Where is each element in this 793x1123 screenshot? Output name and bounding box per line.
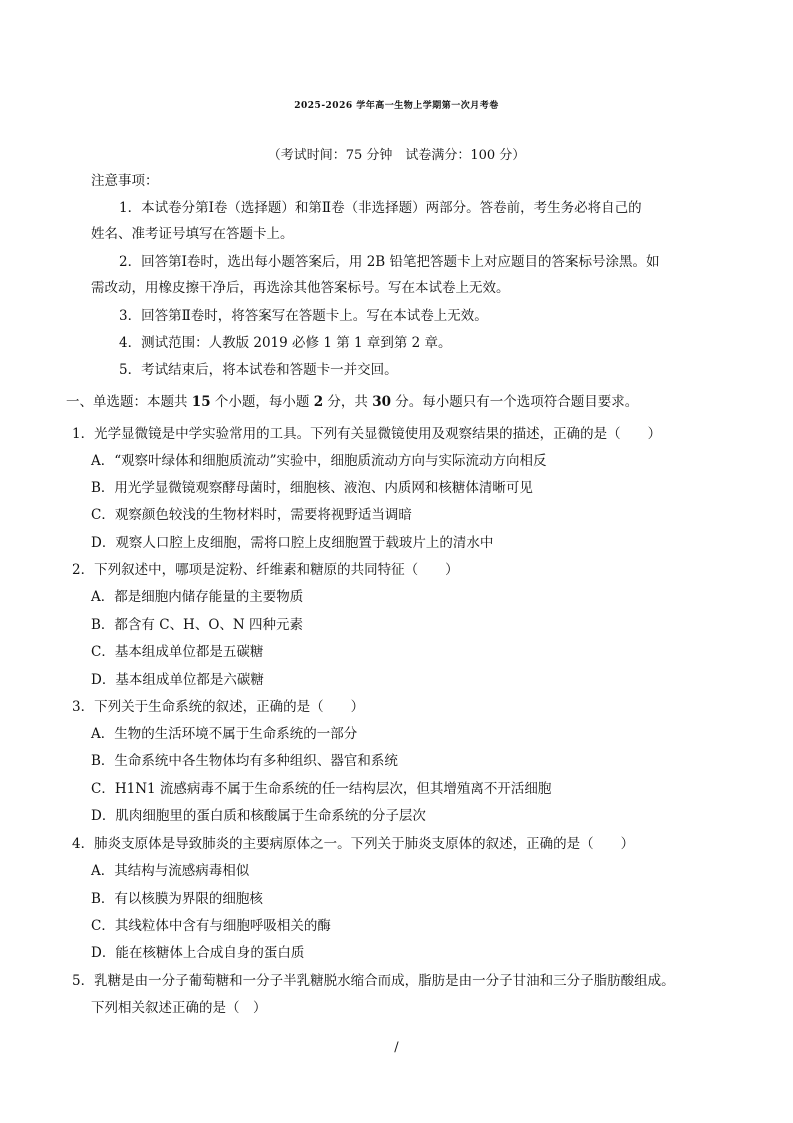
question-option: D．能在核糖体上合成自身的蛋白质 — [91, 945, 305, 961]
section-count: 15 — [191, 394, 211, 410]
exam-info: （考试时间：75 分钟 试卷满分：100 分） — [267, 148, 526, 163]
section-total: 30 — [372, 394, 391, 410]
section-suffix: 分。每小题只有一个选项符合题目要求。 — [390, 394, 639, 410]
question-stem: 1．光学显微镜是中学实验常用的工具。下列有关显微镜使用及观察结果的描述，正确的是（ ） — [72, 426, 662, 442]
section-mid2: 分，共 — [323, 394, 373, 410]
question-stem: 2．下列叙述中，哪项是淀粉、纤维素和糖原的共同特征（ ） — [72, 562, 459, 578]
question-option: C．基本组成单位都是五碳糖 — [91, 644, 264, 660]
question-stem-continued: 下列相关叙述正确的是（ ） — [91, 1000, 267, 1016]
question-option: B．有以核膜为界限的细胞核 — [91, 891, 263, 907]
question-stem: 4．肺炎支原体是导致肺炎的主要病原体之一。下列关于肺炎支原体的叙述，正确的是（ ） — [72, 836, 635, 852]
section-points: 2 — [313, 394, 324, 410]
notice-item: 3．回答第Ⅱ卷时，将答案写在答题卡上。写在本试卷上无效。 — [119, 308, 488, 324]
page-title: 2025-2026 学年高一生物上学期第一次月考卷 — [294, 101, 499, 111]
question-option: A．都是细胞内储存能量的主要物质 — [91, 589, 304, 605]
question-option: D．观察人口腔上皮细胞，需将口腔上皮细胞置于载玻片上的清水中 — [91, 535, 494, 551]
question-option: D．肌肉细胞里的蛋白质和核酸属于生命系统的分子层次 — [91, 808, 426, 824]
question-option: A．其结构与流感病毒相似 — [91, 863, 250, 879]
notice-item: 5．考试结束后，将本试卷和答题卡一并交回。 — [119, 362, 398, 378]
question-stem: 5．乳糖是由一分子葡萄糖和一分子半乳糖脱水缩合而成，脂肪是由一分子甘油和三分子脂肪酸组成。 — [72, 973, 675, 989]
question-option: B．生命系统中各生物体均有多种组织、器官和系统 — [91, 753, 398, 769]
question-option: A．生物的生活环境不属于生命系统的一部分 — [91, 726, 358, 742]
page-number: / — [394, 1040, 399, 1055]
question-option: C．其线粒体中含有与细胞呼吸相关的酶 — [91, 918, 331, 934]
notice-item: 4．测试范围：人教版 2019 必修 1 第 1 章到第 2 章。 — [119, 335, 452, 351]
section-prefix: 一、单选题：本题共 — [66, 394, 192, 410]
question-option: D．基本组成单位都是六碳糖 — [91, 672, 264, 688]
notice-heading: 注意事项： — [91, 173, 159, 189]
section-heading — [66, 393, 638, 411]
question-option: A．“观察叶绿体和细胞质流动”实验中，细胞质流动方向与实际流动方向相反 — [91, 453, 547, 469]
question-option: C．H1N1 流感病毒不属于生命系统的任一结构层次，但其增殖离不开活细胞 — [91, 781, 552, 797]
question-stem: 3．下列关于生命系统的叙述，正确的是（ ） — [72, 699, 365, 715]
question-option: B．都含有 C、H、O、N 四种元素 — [91, 617, 303, 633]
notice-item: 1．本试卷分第Ⅰ卷（选择题）和第Ⅱ卷（非选择题）两部分。答卷前，考生务必将自己的 — [119, 200, 642, 216]
notice-item: 姓名、准考证号填写在答题卡上。 — [91, 226, 294, 242]
notice-item: 2．回答第Ⅰ卷时，选出每小题答案后，用 2B 铅笔把答题卡上对应题目的答案标号涂黑。如 — [119, 254, 660, 270]
section-mid1: 个小题，每小题 — [210, 394, 314, 410]
question-option: B．用光学显微镜观察酵母菌时，细胞核、液泡、内质网和核糖体清晰可见 — [91, 480, 533, 496]
notice-item: 需改动，用橡皮擦干净后，再选涂其他答案标号。写在本试卷上无效。 — [91, 280, 510, 296]
question-option: C．观察颜色较浅的生物材料时，需要将视野适当调暗 — [91, 507, 412, 523]
